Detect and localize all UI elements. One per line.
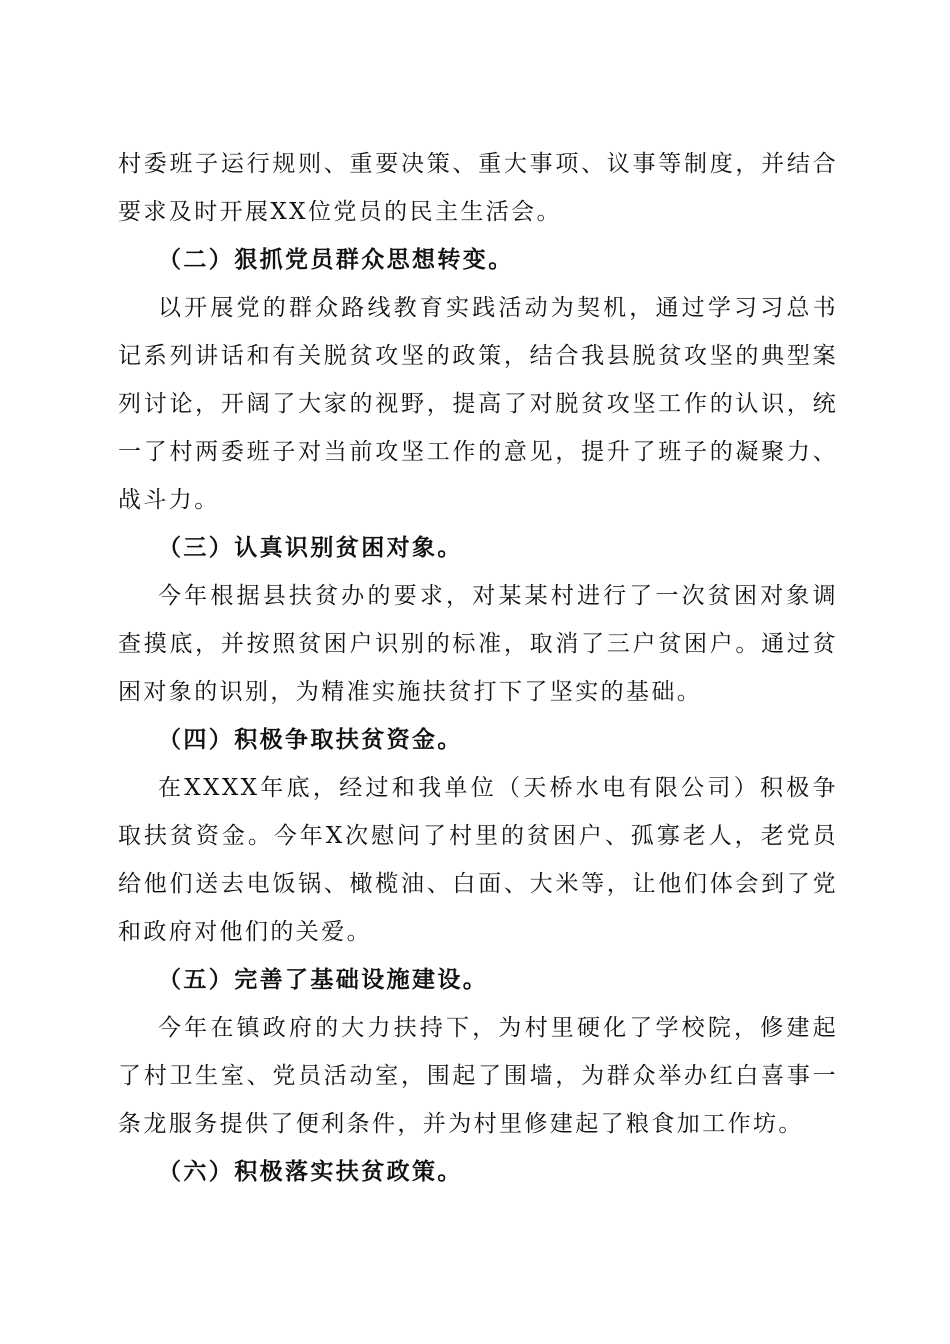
document-page xyxy=(118,140,838,1196)
body-paragraph: 村委班子运行规则、重要决策、重大事项、议事等制度，并结合要求及时开展XX位党员的民主生活会。 xyxy=(118,151,838,225)
body-paragraph: 今年根据县扶贫办的要求，对某某村进行了一次贫困对象调查摸底，并按照贫困户识别的标准，取消了三户贫困户。通过贫困对象的识别，为精准实施扶贫打下了坚实的基础。 xyxy=(118,583,838,705)
body-paragraph: 以开展党的群众路线教育实践活动为契机，通过学习习总书记系列讲话和有关脱贫攻坚的政策，结合我县脱贫攻坚的典型案列讨论，开阔了大家的视野，提高了对脱贫攻坚工作的认识，统一了村两委班子对当前攻坚工作的意见，提升了班子的凝聚力、战斗力。 xyxy=(118,295,838,513)
body-paragraph: 今年在镇政府的大力扶持下，为村里硬化了学校院，修建起了村卫生室、党员活动室，围起了围墙，为群众举办红白喜事一条龙服务提供了便利条件，并为村里修建起了粮食加工作坊。 xyxy=(118,1015,838,1137)
section-heading: （二）狠抓党员群众思想转变。 xyxy=(158,246,514,273)
section-heading: （三）认真识别贫困对象。 xyxy=(158,534,463,561)
section-heading: （五）完善了基础设施建设。 xyxy=(158,966,489,993)
body-paragraph: 在XXXX年底，经过和我单位（天桥水电有限公司）积极争取扶贫资金。今年X次慰问了村里的贫困户、孤寡老人，老党员给他们送去电饭锅、橄榄油、白面、大米等，让他们体会到了党和政府对他们的关爱。 xyxy=(118,775,838,945)
section-heading: （六）积极落实扶贫政策。 xyxy=(158,1158,463,1185)
section-heading: （四）积极争取扶贫资金。 xyxy=(158,726,463,753)
